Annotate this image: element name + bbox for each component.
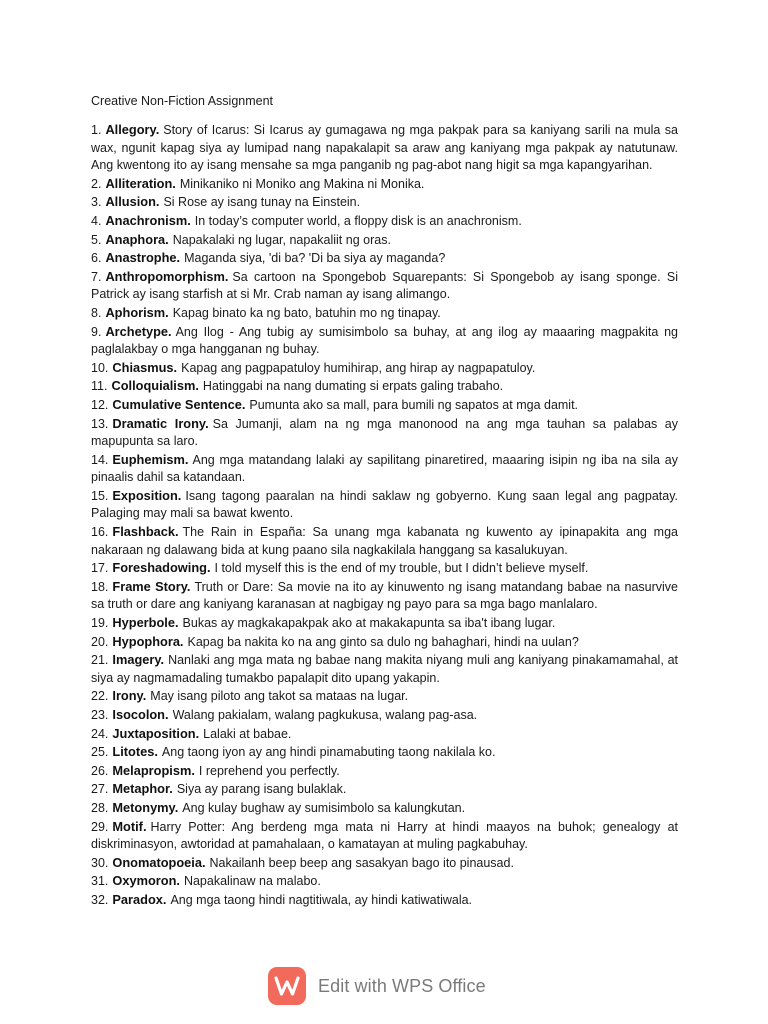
entry-term: Flashback. — [112, 524, 179, 540]
entry-example: May isang piloto ang takot sa mataas na lugar. — [150, 689, 409, 704]
entry-example: In today’s computer world, a floppy disk is an anachronism. — [194, 213, 522, 228]
entry-number: 12. — [91, 397, 109, 412]
entry-number: 21. — [91, 653, 109, 668]
entry-term: Juxtaposition. — [112, 725, 200, 741]
entry-example: Sa cartoon na Spongebob Squarepants: Si Spongebob ay isang sponge. Si Patrick ay isang starfish at si Mr. Crab naman ay isang alimango. — [91, 269, 678, 302]
entry-number: 5. — [91, 232, 102, 247]
entry-term: Anaphora. — [105, 231, 169, 247]
entry-number: 27. — [91, 782, 109, 797]
entry-example: Siya ay parang isang bulaklak. — [176, 782, 347, 797]
document-body — [91, 93, 678, 910]
entry-term: Anthropomorphism. — [105, 268, 229, 284]
entry-term: Allusion. — [105, 194, 160, 210]
entry-term: Cumulative Sentence. — [112, 396, 246, 412]
entry-number: 31. — [91, 874, 109, 889]
entry-number: 24. — [91, 726, 109, 741]
list-item — [91, 451, 678, 487]
list-item — [91, 891, 678, 910]
entry-term: Anachronism. — [105, 212, 191, 228]
list-item — [91, 304, 678, 323]
list-item — [91, 121, 678, 175]
entry-term: Dramatic Irony. — [112, 415, 209, 431]
entry-number: 18. — [91, 579, 109, 594]
entry-term: Hypophora. — [112, 633, 184, 649]
list-item — [91, 687, 678, 706]
list-item — [91, 762, 678, 781]
list-item — [91, 559, 678, 578]
entry-term: Paradox. — [112, 891, 167, 907]
entry-example: Walang pakialam, walang pagkukusa, walang pag-asa. — [172, 708, 478, 722]
list-item — [91, 487, 678, 523]
entry-number: 19. — [91, 616, 109, 631]
list-item — [91, 614, 678, 633]
entry-term: Onomatopoeia. — [112, 854, 206, 870]
entry-number: 28. — [91, 800, 109, 815]
entry-number: 26. — [91, 763, 109, 778]
entry-number: 30. — [91, 855, 109, 870]
entry-example: I told myself this is the end of my trouble, but I didn’t believe myself. — [214, 561, 589, 576]
edit-with-wps-office-badge[interactable] — [268, 966, 486, 1006]
list-item — [91, 377, 678, 396]
entry-example: Kapag binato ka ng bato, batuhin mo ng tinapay. — [172, 305, 441, 320]
entry-example: Si Rose ay isang tunay na Einstein. — [163, 195, 361, 210]
list-item — [91, 799, 678, 818]
figure-of-speech-list — [91, 121, 678, 910]
entry-term: Archetype. — [105, 323, 172, 339]
entry-number: 22. — [91, 689, 109, 704]
entry-term: Alliteration. — [105, 175, 176, 191]
list-item — [91, 231, 678, 250]
document-title: Creative Non-Fiction Assignment — [91, 94, 274, 108]
wps-office-logo-icon — [268, 967, 306, 1005]
entry-term: Metaphor. — [112, 781, 173, 797]
list-item — [91, 359, 678, 378]
list-item — [91, 523, 678, 559]
entry-example: Nakailanh beep beep ang sasakyan bago ito pinausad. — [209, 855, 514, 870]
entry-number: 6. — [91, 251, 102, 266]
list-item — [91, 725, 678, 744]
entry-example: Ang mga matandang lalaki ay sapilitang pinaretired, maaaring isipin ng iba na sila ay pinaalis dahil sa katandaan. — [91, 452, 678, 485]
entry-example: Napakalinaw na malabo. — [183, 874, 321, 889]
entry-term: Motif. — [112, 818, 147, 834]
list-item — [91, 212, 678, 231]
entry-number: 10. — [91, 360, 109, 375]
entry-number: 3. — [91, 195, 102, 210]
entry-example: Pumunta ako sa mall, para bumili ng sapatos at mga damit. — [249, 397, 579, 412]
entry-number: 17. — [91, 561, 109, 576]
entry-term: Anastrophe. — [105, 250, 181, 266]
entry-example: Napakalaki ng lugar, napakaliit ng oras. — [172, 232, 391, 247]
entry-term: Exposition. — [112, 487, 182, 503]
entry-term: Hyperbole. — [112, 615, 179, 631]
list-item — [91, 706, 678, 725]
entry-example: The Rain in España: Sa unang mga kabanata ng kuwento ay ipinapakita ang mga nakaraan ng dalawang bida at kung paano sila nagkakilala hanggang sa kasalukuyan. — [91, 525, 678, 557]
entry-term: Colloquialism. — [111, 378, 199, 394]
entry-number: 9. — [91, 324, 102, 339]
entry-example: Sa Jumanji, alam na ng mga manonood na ang mga tauhan sa palabas ay mapupunta sa laro. — [91, 416, 678, 449]
entry-number: 11. — [91, 379, 108, 394]
list-item — [91, 396, 678, 415]
entry-term: Aphorism. — [105, 304, 169, 320]
list-item — [91, 651, 678, 687]
entry-number: 7. — [91, 269, 102, 284]
list-item — [91, 780, 678, 799]
list-item — [91, 323, 678, 359]
list-item — [91, 415, 678, 451]
entry-example: Harry Potter: Ang berdeng mga mata ni Harry at hindi maayos na buhok; genealogy at diskriminasyon, awtoridad at pamahalaan, o kamatayan at muling pagkabuhay. — [91, 819, 678, 852]
entry-number: 14. — [91, 452, 109, 467]
entry-number: 13. — [91, 416, 109, 431]
entry-term: Euphemism. — [112, 451, 189, 467]
list-item — [91, 818, 678, 854]
entry-number: 4. — [91, 213, 102, 228]
entry-term: Melapropism. — [112, 762, 195, 778]
entry-term: Frame Story. — [112, 578, 191, 594]
entry-number: 23. — [91, 708, 109, 722]
entry-example: I reprehend you perfectly. — [198, 763, 340, 778]
entry-number: 32. — [91, 892, 109, 907]
footer-badge-label: Edit with WPS Office — [318, 975, 486, 996]
entry-term: Oxymoron. — [112, 873, 180, 889]
entry-example: Kapag ang pagpapatuloy humihirap, ang hirap ay nagpapatuloy. — [181, 360, 536, 375]
list-item — [91, 854, 678, 873]
entry-number: 16. — [91, 525, 109, 540]
list-item — [91, 743, 678, 762]
entry-example: Hatinggabi na nang dumating si erpats galing trabaho. — [202, 379, 504, 394]
entry-number: 25. — [91, 745, 109, 760]
list-item — [91, 633, 678, 652]
entry-example: Kapag ba nakita ko na ang ginto sa dulo ng bahaghari, hindi na uulan? — [187, 634, 579, 649]
entry-example: Ang taong iyon ay ang hindi pinamabuting taong nakilala ko. — [161, 745, 496, 760]
entry-example: Truth or Dare: Sa movie na ito ay kinuwento ng isang matandang babae na nasurvive sa truth or dare ang kaniyang karanasan at nagbigay ng payo para sa mga bago manlalaro. — [91, 579, 678, 612]
entry-example: Ang kulay bughaw ay sumisimbolo sa kalungkutan. — [182, 800, 466, 815]
entry-term: Imagery. — [112, 652, 165, 668]
entry-number: 1. — [91, 123, 102, 137]
entry-term: Irony. — [112, 688, 147, 704]
list-item — [91, 872, 678, 891]
entry-term: Chiasmus. — [112, 359, 178, 375]
list-item — [91, 578, 678, 614]
entry-example: Minikaniko ni Moniko ang Makina ni Monika. — [179, 176, 425, 191]
entry-example: Nanlaki ang mga mata ng babae nang makita niyang muli ang kaniyang pinakamamahal, at siya ay nagmamadaling tumakbo papalapit dito upang yakapin. — [91, 653, 678, 685]
entry-number: 15. — [91, 488, 109, 503]
entry-example: Maganda siya, 'di ba? 'Di ba siya ay maganda? — [184, 251, 446, 266]
entry-example: Ang Ilog - Ang tubig ay sumisimbolo sa buhay, at ang ilog ay maaaring magpakita ng paglalakbay o mga hangganan ng buhay. — [91, 324, 678, 357]
list-item — [91, 268, 678, 304]
entry-term: Metonymy. — [112, 799, 179, 815]
entry-term: Allegory. — [105, 122, 160, 137]
list-item — [91, 249, 678, 268]
entry-example: Ang mga taong hindi nagtitiwala, ay hindi katiwatiwala. — [170, 892, 473, 907]
entry-term: Foreshadowing. — [112, 560, 211, 576]
list-item — [91, 175, 678, 194]
entry-term: Litotes. — [112, 744, 158, 760]
entry-number: 20. — [91, 634, 109, 649]
entry-number: 8. — [91, 305, 102, 320]
list-item — [91, 193, 678, 212]
entry-number: 29. — [91, 819, 109, 834]
entry-example: Lalaki at babae. — [203, 726, 292, 741]
entry-term: Isocolon. — [112, 707, 169, 722]
entry-example: Story of Icarus: Si Icarus ay gumagawa ng mga pakpak para sa kaniyang sarili na mula sa wax, ngunit kapag siya ay lumipad nang napakalapit sa araw ang kaniyang mga pakpak ay natutunaw. Ang kwentong ito ay isang mensahe sa mga panganib ng pag-abot nang higit sa mga kapangyarihan. — [91, 123, 678, 173]
entry-example: Isang tagong paaralan na hindi saklaw ng gobyerno. Kung saan legal ang pagpatay. Palaging may mali sa bawat kwento. — [91, 488, 678, 521]
entry-number: 2. — [91, 176, 102, 191]
entry-example: Bukas ay magkakapakpak ako at makakapunta sa iba't ibang lugar. — [182, 616, 556, 631]
